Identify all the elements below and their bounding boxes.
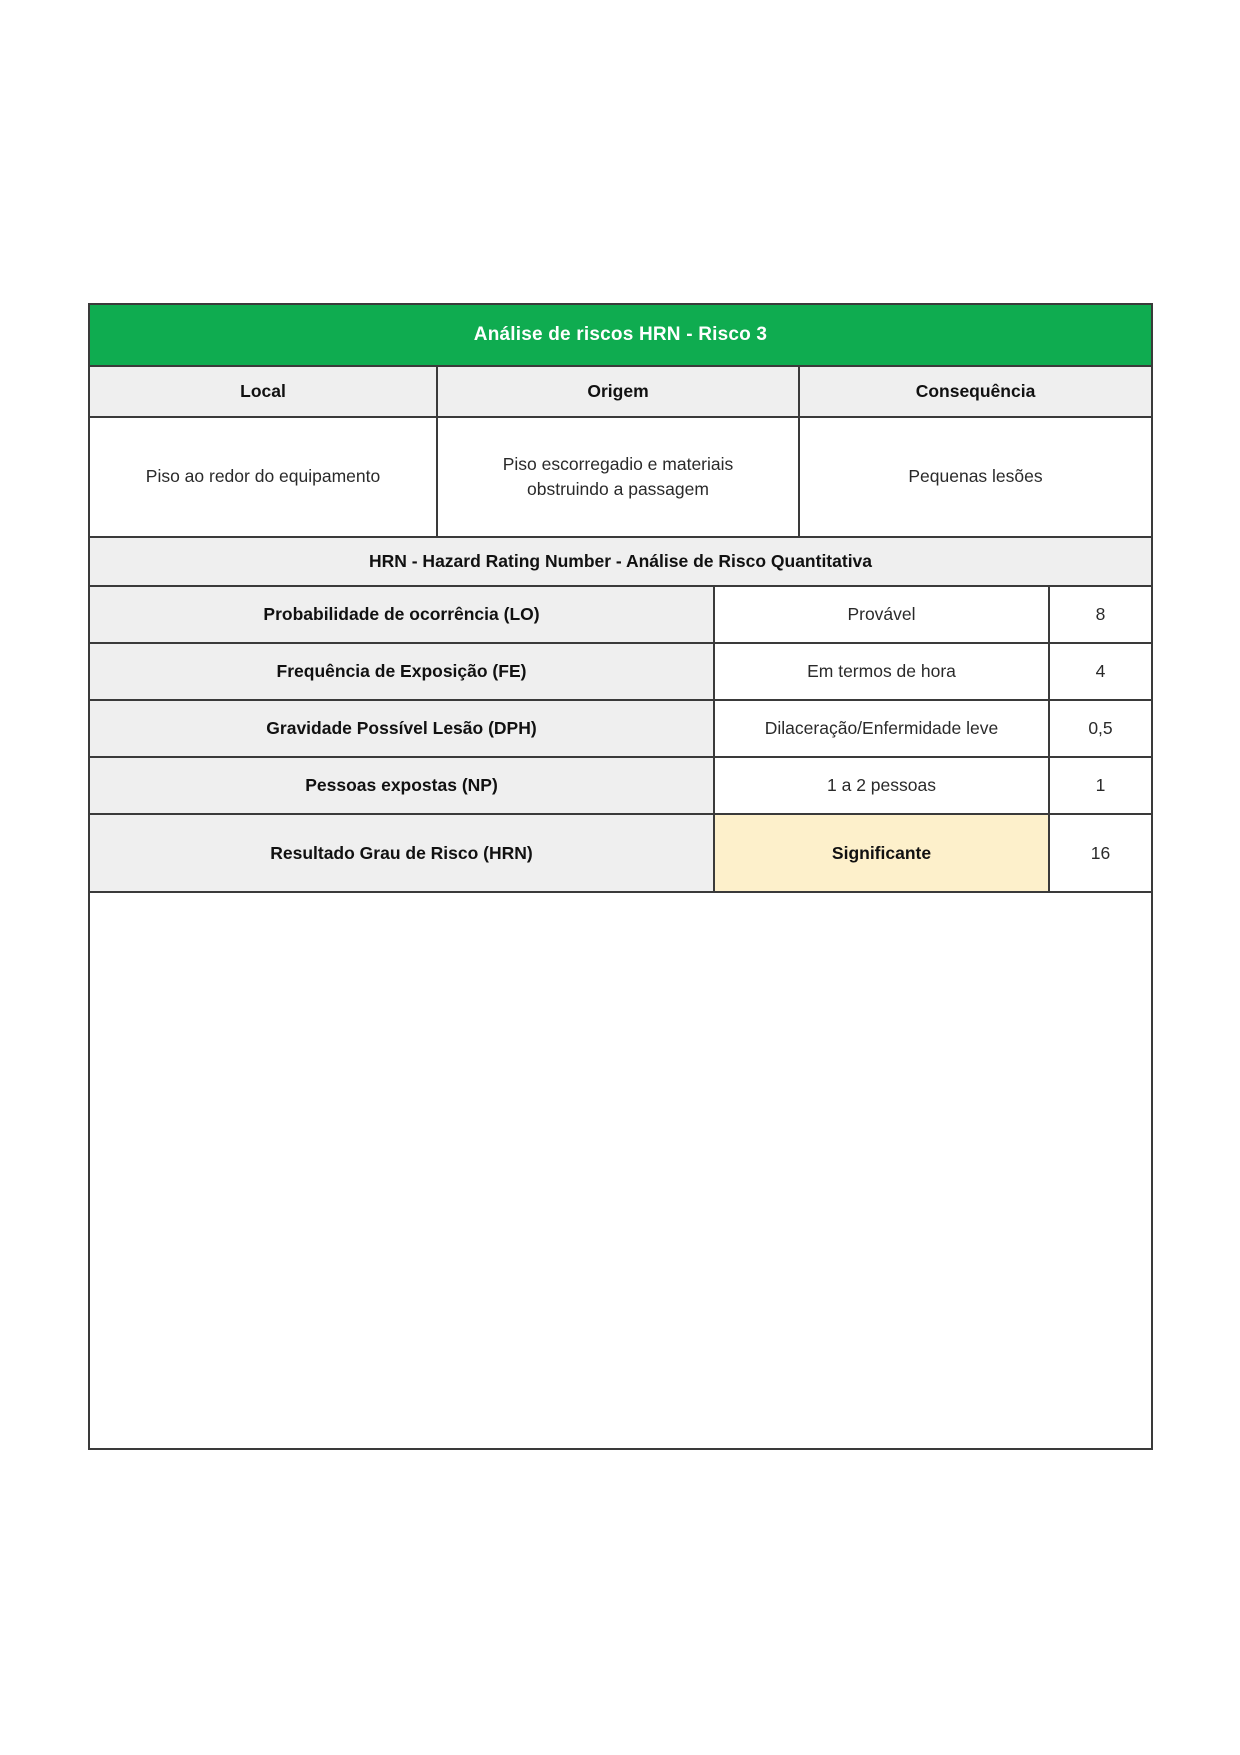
- detail-consequencia-cell: [800, 418, 1151, 536]
- header-origem: Origem: [438, 367, 800, 416]
- hrn-risk-table: [88, 303, 1153, 1450]
- table-row-frequencia: [90, 644, 1151, 701]
- result-highlight-cell: Significante: [715, 815, 1050, 891]
- row-score: 4: [1095, 661, 1106, 681]
- row-value: Dilaceração/Enfermidade leve: [715, 701, 1050, 756]
- row-label: Pessoas expostas (NP): [90, 758, 715, 813]
- table-row-resultado: [90, 815, 1151, 893]
- notes-empty-area: [90, 893, 1151, 1448]
- hrn-section-title: HRN - Hazard Rating Number - Análise de Risco Quantitativa: [368, 551, 873, 571]
- row-score: 16: [1090, 842, 1111, 863]
- table-title-band: [90, 305, 1151, 367]
- table-row-probabilidade: [90, 587, 1151, 644]
- table-title: Análise de riscos HRN - Risco 3: [473, 324, 768, 345]
- detail-origem-cell: [438, 418, 800, 536]
- detail-local-cell: [90, 418, 438, 536]
- header-consequencia: Consequência: [800, 367, 1151, 416]
- risk-header-row: [90, 367, 1151, 418]
- table-row-gravidade: [90, 701, 1151, 758]
- row-label: Probabilidade de ocorrência (LO): [90, 587, 715, 642]
- table-row-pessoas: [90, 758, 1151, 815]
- row-label: Resultado Grau de Risco (HRN): [90, 815, 715, 891]
- header-local: Local: [90, 367, 438, 416]
- detail-consequencia-text: Pequenas lesões: [908, 466, 1043, 487]
- row-label: Gravidade Possível Lesão (DPH): [90, 701, 715, 756]
- row-score: 1: [1095, 775, 1106, 795]
- risk-detail-row: [90, 418, 1151, 538]
- row-value: Provável: [715, 587, 1050, 642]
- row-label: Frequência de Exposição (FE): [90, 644, 715, 699]
- row-score: 8: [1095, 604, 1106, 624]
- row-value: Em termos de hora: [715, 644, 1050, 699]
- detail-local-text: Piso ao redor do equipamento: [145, 466, 381, 487]
- detail-origem-text: Piso escorregadio e materiais obstruindo a passagem: [502, 453, 734, 499]
- row-value: 1 a 2 pessoas: [715, 758, 1050, 813]
- row-score: 0,5: [1088, 718, 1113, 738]
- hrn-section-band: [90, 538, 1151, 587]
